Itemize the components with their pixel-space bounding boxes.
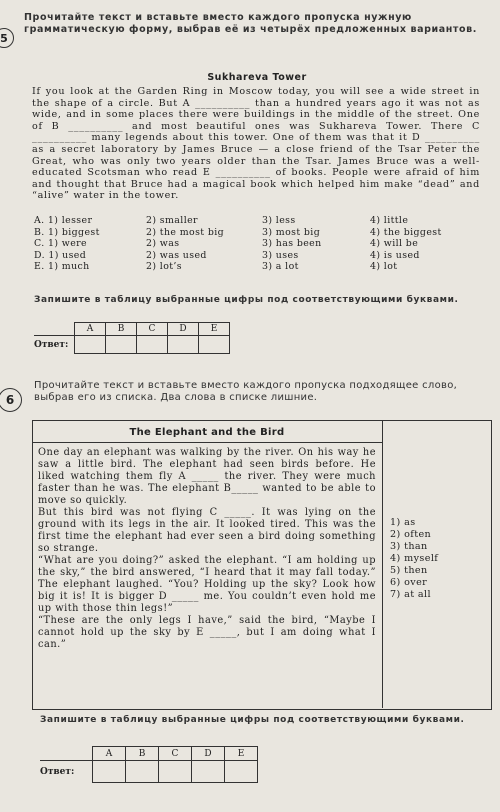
option-c4: 4) will be	[370, 238, 419, 250]
task6-column-divider	[382, 420, 383, 708]
option-b3: 3) most big	[262, 226, 321, 238]
answer-letter-a: A	[93, 747, 126, 761]
option-b4: 4) the biggest	[370, 226, 442, 238]
option-d1: D. 1) used	[34, 249, 87, 261]
word-option-4: 4) myself	[390, 553, 439, 564]
answer-cell-b[interactable]	[106, 336, 137, 354]
answer-letter-b: B	[106, 323, 137, 336]
answer-label: Ответ:	[34, 336, 75, 354]
answer-cell-a[interactable]	[93, 761, 126, 783]
word-option-6: 6) over	[390, 577, 428, 588]
option-e1: E. 1) much	[34, 261, 90, 273]
option-d3: 3) uses	[262, 249, 299, 261]
option-e2: 2) lot’s	[146, 261, 183, 273]
task6-title-rule	[32, 442, 383, 443]
word-option-5: 5) then	[390, 565, 428, 576]
option-a3: 3) less	[262, 215, 296, 226]
answer-letter-e: E	[199, 323, 230, 336]
task5-number: 5	[0, 28, 14, 48]
option-a4: 4) little	[370, 215, 409, 226]
answer-header-blank	[34, 323, 75, 336]
answer-letter-b: B	[126, 747, 159, 761]
answer-letter-e: E	[225, 747, 258, 761]
answer-cell-e[interactable]	[199, 336, 230, 354]
answer-letter-c: C	[159, 747, 192, 761]
answer-letter-c: C	[137, 323, 168, 336]
answer-letter-d: D	[192, 747, 225, 761]
option-e4: 4) lot	[370, 261, 398, 273]
option-d2: 2) was used	[146, 249, 207, 261]
answer-cell-c[interactable]	[159, 761, 192, 783]
answer-letter-d: D	[168, 323, 199, 336]
task6-story-text: One day an elephant was walking by the river. On his way he saw a little bird. The elephant had seen birds before. He liked watching them fly A _____ the river. They were much faster than he was. The elephant B_____ wanted to be able to move so quickly. But this bird was not flying C _____. It was lying on the ground with its legs in the air. It looked tired. This was the first time the elephant had ever seen a bird doing something so strange. “What are you doing?” asked the elephant. “I am holding up the sky,” the bird answered, “I heard that it may fall today.” The elephant laughed. “You? Holding up the sky? Look how big it is! It is bigger D _____ me. You couldn’t even hold me up with those thin legs!” “These are the only legs I have,” said the bird, “Maybe I cannot hold up the sky by E _____, but I am doing what I can.”	[38, 447, 376, 650]
option-c3: 3) has been	[262, 238, 322, 250]
answer-cell-d[interactable]	[168, 336, 199, 354]
answer-cell-b[interactable]	[126, 761, 159, 783]
task6-answer-table	[40, 746, 258, 783]
answer-cell-c[interactable]	[137, 336, 168, 354]
word-option-2: 2) often	[390, 529, 432, 540]
option-b2: 2) the most big	[146, 226, 225, 238]
option-a1: A. 1) lesser	[34, 215, 93, 226]
word-option-3: 3) than	[390, 541, 428, 552]
answer-cell-a[interactable]	[75, 336, 106, 354]
answer-cell-e[interactable]	[225, 761, 258, 783]
task6-story-title: The Elephant and the Bird	[129, 427, 285, 438]
option-d4: 4) is used	[370, 249, 420, 261]
answer-cell-d[interactable]	[192, 761, 225, 783]
task5-instruction: Прочитайте текст и вставьте вместо каждого пропуска нужную грамматическую форму, выбрав её из четырёх предложенных вариантов.	[24, 12, 477, 35]
answer-letter-a: A	[75, 323, 106, 336]
task5-options	[34, 216, 480, 273]
task6-table-instruction: Запишите в таблицу выбранные цифры под соответствующими буквами.	[40, 715, 465, 725]
option-c1: C. 1) were	[34, 238, 88, 250]
option-e3: 3) a lot	[262, 261, 299, 273]
word-option-1: 1) as	[390, 517, 416, 528]
option-a2: 2) smaller	[146, 215, 198, 226]
task6-instruction: Прочитайте текст и вставьте вместо каждого пропуска подходящее слово, выбрав его из списка. Два слова в списке лишние.	[34, 380, 458, 403]
task6-word-list	[390, 517, 438, 601]
task5-table-instruction: Запишите в таблицу выбранные цифры под соответствующими буквами.	[34, 295, 459, 305]
answer-header-blank	[40, 747, 93, 761]
option-c2: 2) was	[146, 238, 180, 250]
answer-label: Ответ:	[40, 761, 93, 783]
word-option-7: 7) at all	[390, 589, 431, 600]
task5-answer-table	[34, 322, 230, 354]
task6-number: 6	[0, 388, 22, 412]
option-b1: B. 1) biggest	[34, 226, 100, 238]
task5-story-title: Sukhareva Tower	[207, 72, 307, 83]
task5-story-text: If you look at the Garden Ring in Moscow today, you will see a wide street in the shape of a circle. But A __________ than a hundred years ago it was not as wide, and in some places there were buildings in the middle of the street. One of B __________ and most beautiful ones was Sukhareva Tower. There C __________ many legends about this tower. One of them was that it D __________ as a secret laboratory by James Bruce — a close friend of the Tsar Peter the Great, who was only two years older than the Tsar. James Bruce was a well-educated Scotsman who read E __________ of books. People were afraid of him and thought that Bruce had a magical book which helped him make “dead” and “alive” water in the tower.	[32, 86, 480, 202]
